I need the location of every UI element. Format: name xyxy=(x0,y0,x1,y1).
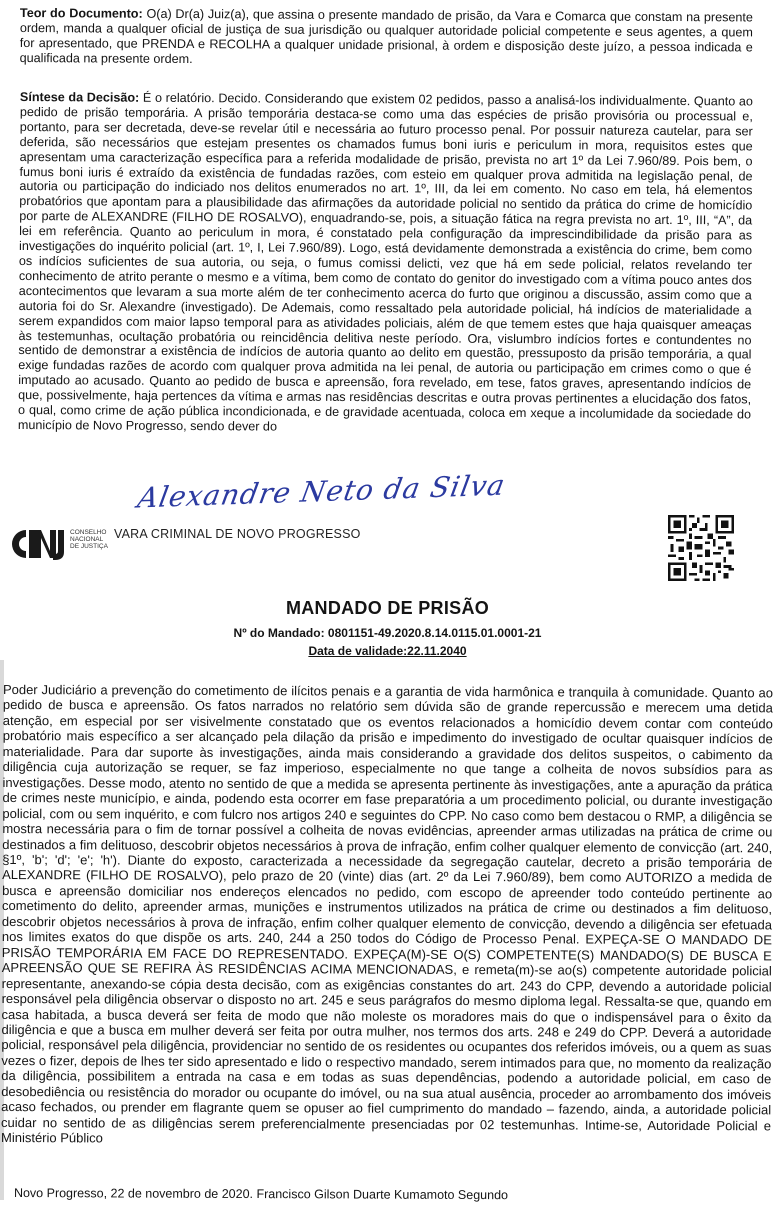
cnj-line: DE JUSTIÇA xyxy=(70,543,108,551)
cnj-name xyxy=(70,529,108,551)
validity-date xyxy=(0,644,775,658)
decision-label: Síntese da Decisão: xyxy=(19,90,140,105)
decision-text: É o relatório. Decido. Considerando que existem 02 pedidos, passo a analisá-los individualmente. Quanto ao pedido de prisão temporária. A prisão temporária destaca-se como uma das espécies de prisão provisória ou processual e, portanto, para ser decretada, deve-se revelar útil e necessária ao futuro processo penal. Por possuir natureza cautelar, para ser deferida, são necessários que estejam presentes os chamados fumus boni iuris e periculum in mora, requisitos estes que apresentam uma caracterização específica para a referida modalidade de prisão, prevista no art 1º da Lei 7.960/89. Pois bem, o fumus boni iuris é extraído da existência de fundadas razões, com esteio em qualquer prova admitida na legislação penal, de autoria ou participação do indiciado nos delitos enumerados no art. 1º, III, da lei em comento. No caso em tela, há elementos probatórios que apontam para a plausibilidade das afirmações da autoridade policial no sentido da prática do crime de homicídio por parte de ALEXANDRE (FILHO DE ROSALVO), enquadrando-se, pois, a situação fática na regra prevista no art. 1º, III, “A”, da lei em referência. Quanto ao periculum in mora, é constatado pela configuração da imprescindibilidade da prisão para as investigações do inquérito policial (art. 1º, I, Lei 7.960/89). Logo, está devidamente demonstrada a existência do crime, bem como os indícios suficientes de sua autoria, ou seja, o fumus comissi delicti, vez que há em sede policial, relatos revelando ter conhecimento de atrito perante o mesmo e a vítima, bem como de contato do genitor do investigado com a vítima pouco antes dos acontecimentos que levaram a sua morte além de ter conhecimento acerca do furto que originou a discussão, assim como que a autoria foi do Sr. Alexandre (investigado). De Ademais, como ressaltado pela autoridade policial, há indícios de materialidade a serem expandidos com maior lapso temporal para as atividades policiais, além de que temem estes que haja quaisquer ameaças às testemunhas, ocultação probatória ou reincidência delitiva neste período. Ora, vislumbro indícios fortes e contundentes no sentido de demonstrar a existência de indícios de autoria quanto ao delito em questão, pressuposto da prisão temporária, a qual exige fundadas razões de acordo com qualquer prova admitida na lei penal, de autoria ou participação em crimes como o que é imputado ao acusado. Quanto ao pedido de busca e apreensão, fora revelado, em tese, fatos graves, apresentando indícios de que, possivelmente, haja pertences da vítima e armas nas residências descritas e outra provas pertinentes a elucidação dos fatos, o qual, como crime de ação pública incondicionada, e de gravidade acentuada, coloca em xeque a incolumidade da sociedade do município de Novo Progresso, sendo dever do xyxy=(17,90,753,434)
validity-value: 22.11.2040 xyxy=(407,644,467,658)
closing-line: Novo Progresso, 22 de novembro de 2020. Francisco Gilson Duarte Kumamoto Segundo xyxy=(13,1186,509,1203)
handwritten-signature: Alexandre Neto da Silva xyxy=(135,468,509,515)
document-title: MANDADO DE PRISÃO xyxy=(285,598,490,618)
court-name: VARA CRIMINAL DE NOVO PROGRESSO xyxy=(114,527,361,541)
content-text: O(a) Dr(a) Juiz(a), que assina o presente mandado de prisão, da Vara e Comarca que constam na presente ordem, manda a qualquer oficial de justiça de sua jurisdição ou qualquer autoridade policial competente e seus agentes, a quem for apresentado, que PRENDA e RECOLHA a qualquer unidade prisional, à ordem e disposição deste juízo, a pessoa indicada e qualificada na presente ordem. xyxy=(19,6,753,66)
validity-date-text xyxy=(308,644,466,658)
validity-label: Data de validade: xyxy=(308,644,408,658)
decision-summary-paragraph xyxy=(18,90,753,437)
warrant-number xyxy=(0,626,775,640)
cnj-logo-icon xyxy=(10,527,65,561)
warrant-body-text: Poder Judiciário a prevenção do cometimento de ilícitos penais e a garantia de vida harmônica e tranquila à comunidade. Quanto ao pedido de busca e apreensão. Os fatos narrados no relatório sem dúvida são de grande repercussão e merecem uma detida atenção, em especial por ser visivelmente constatado que os eventos relacionados a homicídio devem contar com conteúdo probatório mais específico a ser alcançado pela dilação da prisão e impedimento do investigado de ocultar quaisquer indícios de materialidade. Para dar suporte às investigações, ainda mais considerando a gravidade dos delitos suspeitos, o cabimento da diligência cuja autorização se requer, se faz imperioso, especialmente no que tange a colheita de novos subsídios para as investigações. Desse modo, atento no sentido de que a medida se apresenta pertinente às investigações, ante a apuração da prática de crimes neste município, e ainda, podendo esta ocorrer em fase preparatória a um procedimento policial, ou durante investigação policial, com ou sem inquérito, e com fulcro nos artigos 240 e seguintes do CPP. No caso como bem destacou o RMP, a diligência se mostra necessária para o fim de tornar possível a colheita de novas evidências, apreender armas utilizadas na prática de crime ou destinados a fim delituoso, descobrir objetos necessários à prova de infração, enfim colher qualquer elemento de convicção (art. 240, §1º, 'b'; 'd'; 'e'; 'h'). Diante do exposto, caracterizada a necessidade da segregação cautelar, decreto a prisão temporária de ALEXANDRE (FILHO DE ROSALVO), pelo prazo de 20 (vinte) dias (art. 2º da Lei 7.960/89), bem como AUTORIZO a medida de busca e apreensão domiciliar nos endereços elencados no pedido, com escopo de apreender todo conteúdo pertinente ao cometimento do delito, apreender armas, munições e instrumentos utilizados na prática de crime ou destinados a fim delituoso, descobrir objetos necessários à prova de infração, enfim colher qualquer elemento de convicção, devendo a diligência ser efetuada nos limites exatos do que dispõe os arts. 240, 244 a 250 todos do Código de Processo Penal. EXPEÇA-SE O MANDADO DE PRISÃO TEMPORÁRIA EM FACE DO REPRESENTADO. EXPEÇA(M)-SE O(S) COMPETENTE(S) MANDADO(S) DE BUSCA E APREENSÃO QUE SE REFIRA ÀS RESIDÊNCIAS ACIMA MENCIONADAS, e remeta(m)-se ao(s) competente autoridade policial representante, anexando-se cópia desta decisão, com as exigências constantes do art. 243 do CPP, devendo a autoridade policial responsável pela diligência observar o disposto no art. 245 e seus parágrafos do mesmo diploma legal. Ressalta-se que, quando em casa habitada, a busca deverá ser feita de modo que não moleste os moradores mais do que o indispensável para o êxito da diligência e que a busca em mulher deverá ser feita por outra mulher, nos termos dos arts. 248 e 249 do CPP. Deverá a autoridade policial, responsável pela diligência, providenciar no sentido de os residentes ou ocupantes dos referidos imóveis, ou a quem as suas vezes o fizer, depois de lhes ter sido apresentado e lido o respectivo mandado, serem intimados para que, no momento da realização da diligência, possibilitem a entrada na casa e em todas as suas dependências, podendo a autoridade policial, em caso de desobediência ou resistência do morador ou ocupante do imóvel, ou na sua atual ausência, proceder ao arrombamento dos imóveis acaso fechados, ou prender em flagrante quem se opuser ao fiel cumprimento do mandado – fazendo, ainda, a autoridade policial cuidar no sentido de as diligências serem preferencialmente presenciadas por 02 testemunhas. Intime-se, Autoridade Policial e Ministério Público xyxy=(0,682,773,1146)
warrant-number-value: 0801151-49.2020.8.14.0115.01.0001-21 xyxy=(327,626,542,640)
document-content-paragraph xyxy=(20,6,753,70)
cnj-line: NACIONAL xyxy=(70,536,104,544)
content-label: Teor do Documento: xyxy=(19,6,143,21)
warrant-number-label: Nº do Mandado: xyxy=(233,626,325,640)
cnj-line: CONSELHO xyxy=(70,529,107,536)
court-header xyxy=(10,515,770,585)
qr-code-icon xyxy=(668,515,734,581)
